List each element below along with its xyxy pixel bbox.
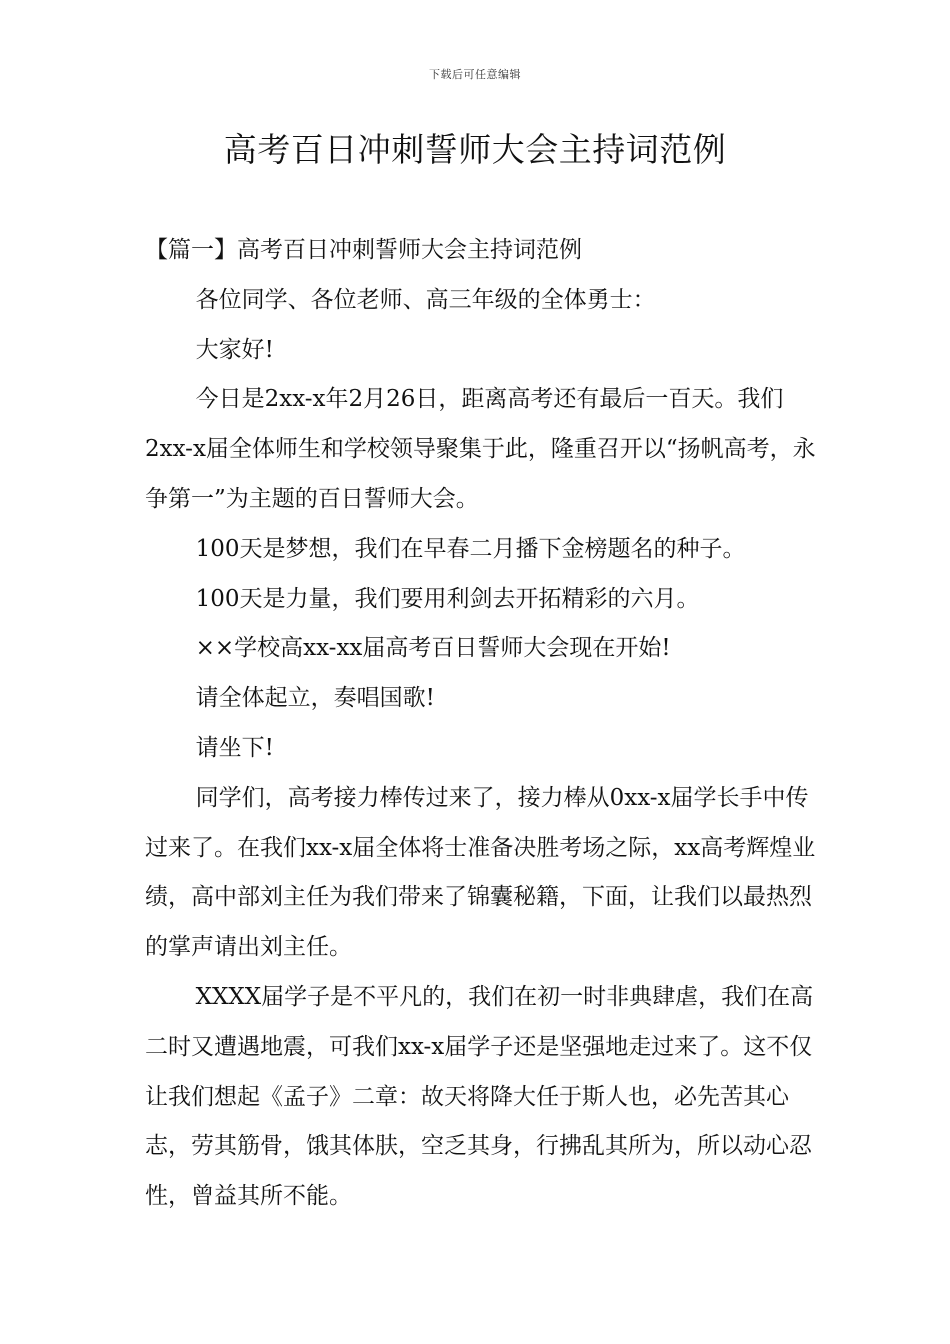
section-heading: 【篇一】高考百日冲刺誓师大会主持词范例 <box>145 237 582 263</box>
paragraph-strength: 100天是力量，我们要用利剑去开拓精彩的六月。 <box>195 585 700 612</box>
paragraph-mencius: XXXX届学子是不平凡的，我们在初一时非典肆虐，我们在高二时又遭遇地震，可我们xx-x届学子还是坚强地走过来了。这不仅让我们想起《孟子》二章：故天将降大任于斯人也，必先苦其心志，劳其筋骨，饿其体肤，空乏其身，行拂乱其所为，所以动心忍性，曾益其所不能。 <box>145 983 814 1210</box>
paragraph-relay: 同学们，高考接力棒传过来了，接力棒从0xx-x届学长手中传过来了。在我们xx-x届全体将士准备决胜考场之际，xx高考辉煌业绩，高中部刘主任为我们带来了锦囊秘籍，下面，让我们以最热烈的掌声请出刘主任。 <box>145 784 816 961</box>
paragraph-hello: 大家好! <box>195 336 274 363</box>
paragraph-opening: 今日是2xx-x年2月26日，距离高考还有最后一百天。我们2xx-x届全体师生和学校领导聚集于此，隆重召开以“扬帆高考，永争第一”为主题的百日誓师大会。 <box>145 386 816 512</box>
header-note: 下载后可任意编辑 <box>429 68 521 81</box>
paragraph-sit-down: 请坐下! <box>195 734 274 761</box>
paragraph-anthem: 请全体起立，奏唱国歌! <box>195 685 435 712</box>
document-title: 高考百日冲刺誓师大会主持词范例 <box>223 130 727 169</box>
paragraph-greeting-audience: 各位同学、各位老师、高三年级的全体勇士： <box>195 286 656 313</box>
paragraph-dream: 100天是梦想，我们在早春二月播下金榜题名的种子。 <box>195 535 746 562</box>
paragraph-start: ××学校高xx-xx届高考百日誓师大会现在开始! <box>195 635 671 662</box>
document-body <box>145 226 820 1222</box>
